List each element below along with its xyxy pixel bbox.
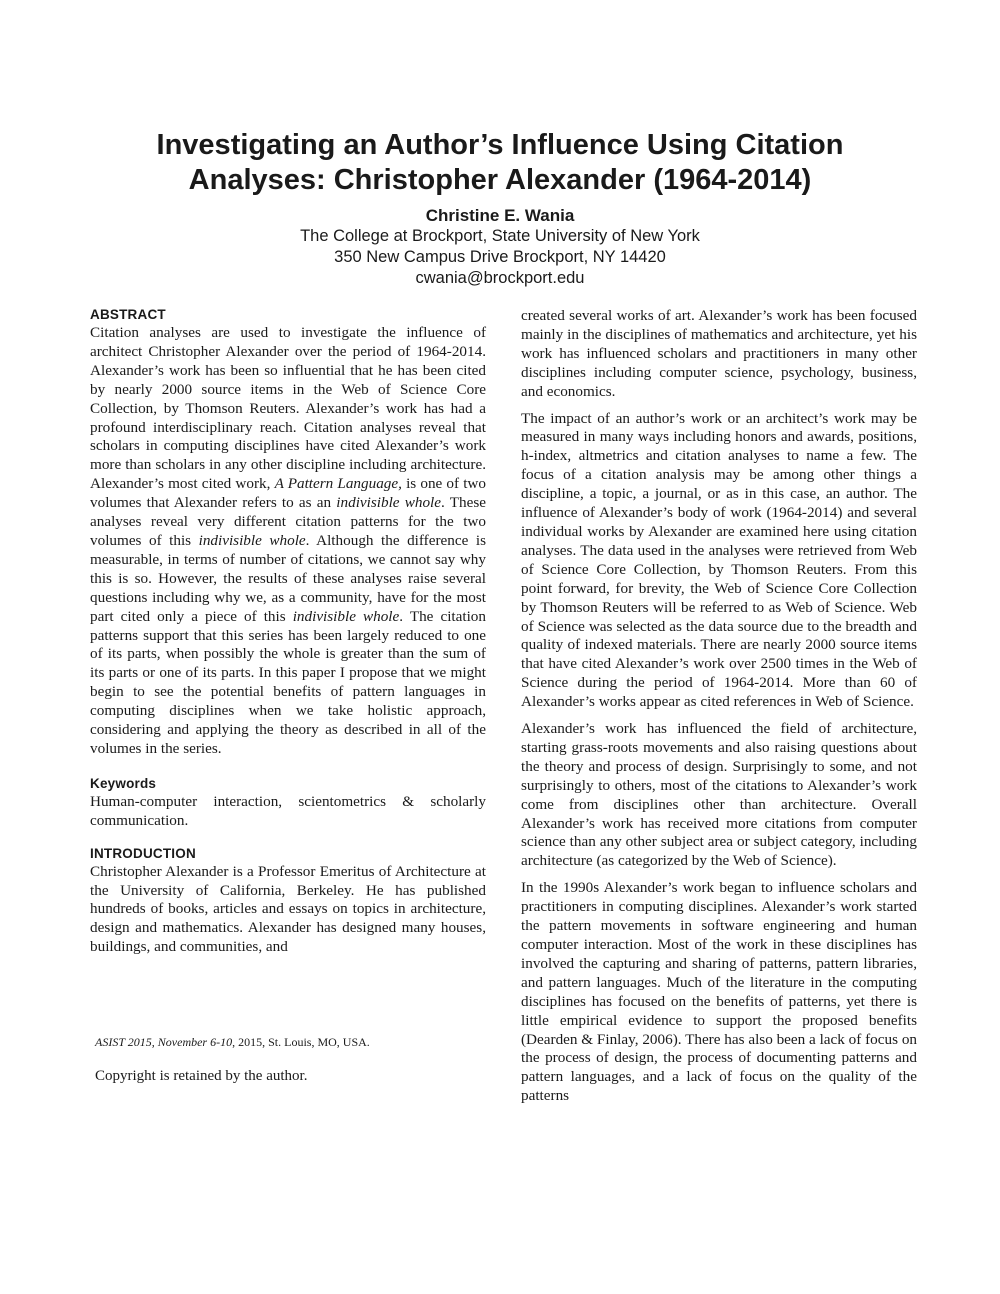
paper-title xyxy=(100,128,900,198)
abstract-heading: ABSTRACT xyxy=(90,307,166,322)
abstract-italic-phrase: indivisible whole xyxy=(336,494,442,512)
author-block xyxy=(100,205,900,289)
introduction-paragraph: The impact of an author’s work or an architect’s work may be measured in many ways including honors and awards, positions, h-index, altmetrics and citation analyses to name a few. The focus of a citation analysis may be among other things a discipline, a topic, a journal, or as in this case, an author. The influence of Alexander’s body of work (1964-2014) and several individual works by Alexander are examined here using citation analyses. The data used in the analyses were retrieved from Web of Science Core Collection, by Thomson Reuters. From this point forward, for brevity, the Web of Science Core Collection by Thomson Reuters will be referred to as Web of Science. Web of Science was selected as the data source due to the breadth and quality of indexed materials. There are nearly 2000 source items that have cited Alexander’s work over 2500 times in the Web of Science during the period of 1964-2014. More than 60 of Alexander’s works appear as cited references in Web of Science. xyxy=(521,409,917,711)
keywords-heading: Keywords xyxy=(90,775,157,791)
abstract-italic-phrase: indivisible whole xyxy=(198,531,306,549)
abstract-segment: is one of two volumes that Alexander refers to as an xyxy=(90,475,486,512)
author-address: 350 New Campus Drive Brockport, NY 14420 xyxy=(334,248,666,266)
author-name: Christine E. Wania xyxy=(425,206,575,225)
introduction-paragraph: Christopher Alexander is a Professor Emeritus of Architecture at the University of California, Berkeley. He has published hundreds of books, articles and essays on topics in architecture, design and mathematics. Alexander has designed many houses, buildings, and communities, and xyxy=(90,862,486,956)
keywords-text: Human-computer interaction, scientometrics & scholarly communication. xyxy=(90,792,486,829)
abstract-segment: Citation analyses are used to investigate the influence of architect Christopher Alexander over the period of 1964-2014. Alexander’s work has been so influential that he has been cited by nearly 2000 source items in the Web of Science Core Collection, by Thomson Reuters. Alexander’s work has had a profound interdisciplinary reach. Citation analyses reveal that scholars in computing disciplines have cited Alexander’s work more than scholars in any other discipline including architecture. Alexander’s most cited work, xyxy=(90,324,486,493)
left-column xyxy=(90,306,486,957)
abstract-segment: . These analyses reveal very different citation patterns for the two volumes of this xyxy=(90,494,486,549)
right-column xyxy=(521,307,917,1114)
introduction-heading: INTRODUCTION xyxy=(90,845,196,861)
introduction-paragraph: Alexander’s work has influenced the field of architecture, starting grass-roots movements and also raising questions about the theory and process of design. Surprisingly to some, and not surprisingly to others, most of the citations to Alexander’s work come from disciplines other than architecture. Overall Alexander’s work has received more citations from computer science than any other subject area or subject category, including architecture (as categorized by the Web of Science). xyxy=(521,720,917,870)
abstract-text xyxy=(90,324,486,759)
abstract-italic-phrase: indivisible whole xyxy=(292,607,400,625)
paper-title-line-1: Investigating an Author’s Influence Using Citation xyxy=(156,129,844,161)
conference-name: ASIST 2015, November 6-10 xyxy=(95,1035,233,1049)
author-affiliation: The College at Brockport, State University of New York xyxy=(300,227,700,245)
conference-location: , 2015, St. Louis, MO, USA. xyxy=(232,1035,370,1049)
paper-title-line-2: Analyses: Christopher Alexander (1964-2014) xyxy=(188,164,812,196)
introduction-paragraph: In the 1990s Alexander’s work began to influence scholars and practitioners in computing disciplines. Alexander’s work started the pattern movements in software engineering and human computer interaction. Most of the work in these disciplines has involved the capturing and sharing of patterns, pattern libraries, and pattern languages. Much of the literature in the computing disciplines has focused on the benefits of patterns, yet there is little empirical evidence to support the proposed benefits (Dearden & Finlay, 2006). There has also been a lack of focus on the process of design, the process of documenting patterns and pattern languages, and a lack of focus on the quality of the patterns xyxy=(521,879,918,1105)
copyright-note: Copyright is retained by the author. xyxy=(95,1068,308,1084)
abstract-segment: . The citation patterns support that this series has been largely reduced to one of its parts, when possibly the whole is greater than the sum of its parts or one of its parts. In this paper I propose that we might begin to see the potential benefits of pattern languages in computing disciplines when we take holistic approach, considering and applying the theory as described in all of the volumes in the series. xyxy=(90,607,486,757)
introduction-paragraph: created several works of art. Alexander’s work has been focused mainly in the disciplines of mathematics and architecture, yet his work has influenced scholars and practitioners in many other disciplines including computer science, psychology, business, and economics. xyxy=(521,307,917,400)
abstract-segment: . Although the difference is measurable, in terms of number of citations, we cannot say why this is so. However, the results of these analyses raise several questions including why we, as a community, have for the most part cited only a piece of this xyxy=(90,531,486,625)
conference-note xyxy=(95,1034,495,1050)
author-email: cwania@brockport.edu xyxy=(415,269,585,287)
abstract-italic-title: A Pattern Language, xyxy=(274,475,402,493)
